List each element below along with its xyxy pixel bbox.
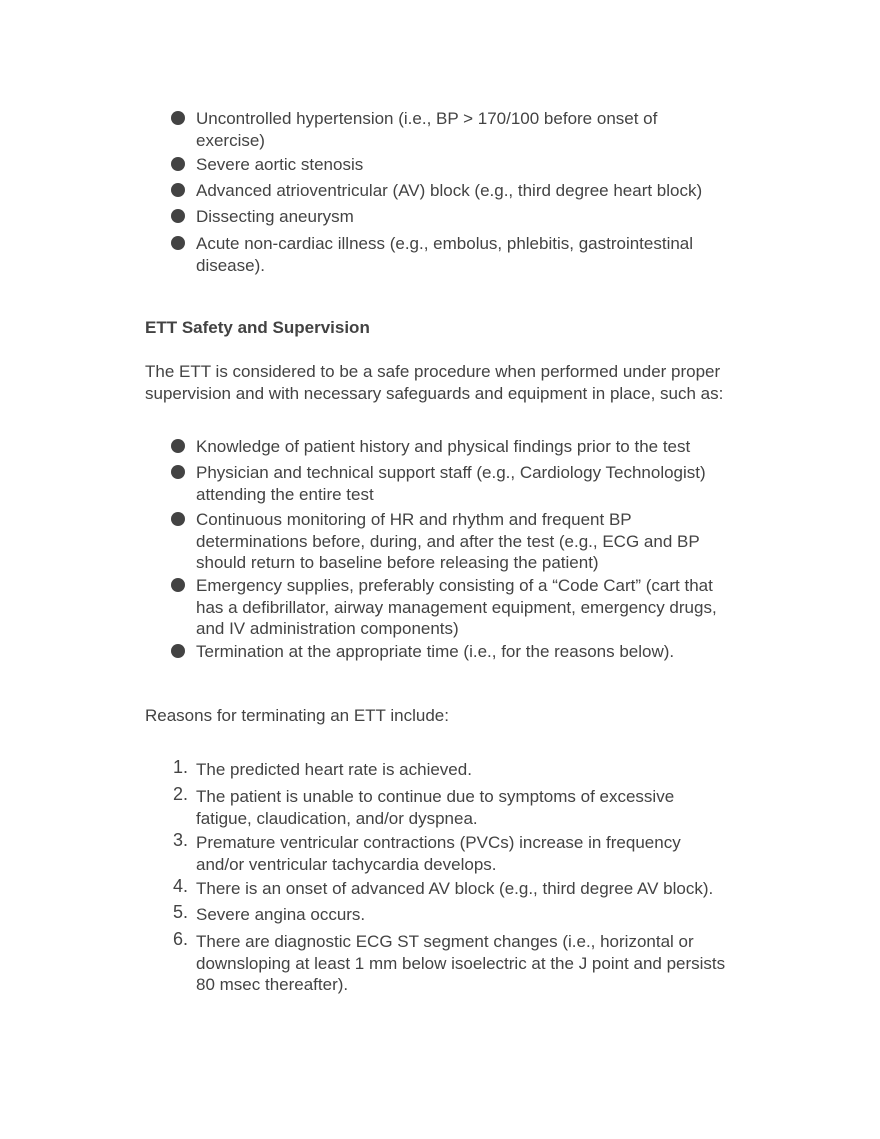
bullet-icon [171,111,185,125]
item-number: 1. [172,757,188,777]
list-item-text: Termination at the appropriate time (i.e., for the reasons below). [196,642,675,661]
item-number: 2. [172,784,188,804]
bullet-icon [171,644,185,658]
list-item-text: Continuous monitoring of HR and rhythm and frequent BP determinations before, during, and after the test (e.g., ECG and BP should return to baseline before releasing the patient) [196,510,700,572]
bullet-icon [171,236,185,250]
bullet-icon [171,157,185,171]
numbered-item [172,757,741,781]
bullet-icon [171,578,185,592]
list-item [196,436,741,458]
bullet-icon [171,183,185,197]
bullet-icon [171,439,185,453]
list-item [196,575,741,640]
list-item-text: There is an onset of advanced AV block (e.g., third degree AV block). [196,879,714,898]
numbered-item [172,929,741,996]
list-item [196,154,741,176]
item-number: 4. [172,876,188,896]
item-number: 3. [172,830,188,850]
list-item-text: Emergency supplies, preferably consisting of a “Code Cart” (cart that has a defibrillator, airway management equipment, emergency drugs, and IV administration components) [196,576,717,638]
list-item [196,509,741,574]
list-item-text: Advanced atrioventricular (AV) block (e.g., third degree heart block) [196,181,703,200]
list-item-text: Dissecting aneurysm [196,207,354,226]
bullet-icon [171,209,185,223]
list-item [196,641,741,663]
list-item [196,108,676,151]
bullet-icon [171,465,185,479]
numbered-item [172,876,741,900]
list-item-text: Physician and technical support staff (e.g., Cardiology Technologist) attending the entire test [196,463,706,504]
list-item [196,206,741,228]
item-number: 6. [172,929,188,949]
list-item [196,462,741,505]
list-item-text: Premature ventricular contractions (PVCs) increase in frequency and/or ventricular tachycardia develops. [196,833,681,874]
list-item-text: The predicted heart rate is achieved. [196,760,472,779]
list-item [196,180,741,202]
list-item-text: Severe aortic stenosis [196,155,364,174]
list-item [196,233,716,276]
item-number: 5. [172,902,188,922]
termination-intro: Reasons for terminating an ETT include: [145,706,449,725]
list-item-text: Uncontrolled hypertension (i.e., BP > 170/100 before onset of exercise) [196,109,658,150]
list-item-text: The patient is unable to continue due to symptoms of excessive fatigue, claudication, and/or dyspnea. [196,787,675,828]
numbered-item [172,902,741,926]
list-item-text: Acute non-cardiac illness (e.g., embolus, phlebitis, gastrointestinal disease). [196,234,694,275]
bullet-icon [171,512,185,526]
numbered-item [172,784,696,829]
list-item-text: Severe angina occurs. [196,905,366,924]
list-item-text: Knowledge of patient history and physical findings prior to the test [196,437,691,456]
numbered-item [172,830,701,875]
safety-intro: The ETT is considered to be a safe procedure when performed under proper supervision and with necessary safeguards and equipment in place, such as: [145,362,724,403]
list-item-text: There are diagnostic ECG ST segment changes (i.e., horizontal or downsloping at least 1 mm below isoelectric at the J point and persists 80 msec thereafter). [196,932,726,994]
section-heading: ETT Safety and Supervision [145,318,370,337]
